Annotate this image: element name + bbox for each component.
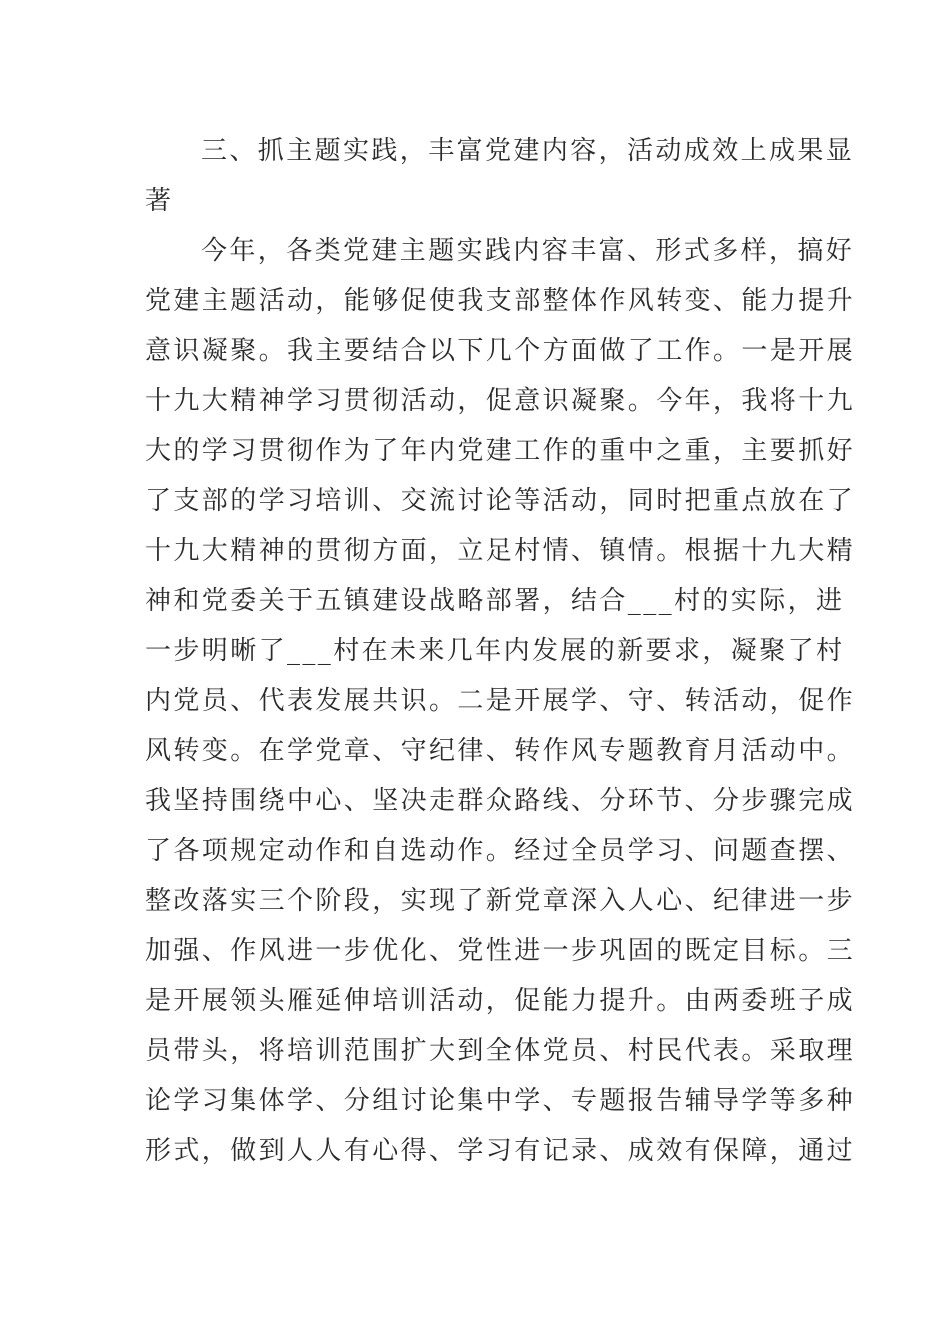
paragraph-line: 整改落实三个阶段，实现了新党章深入人心、纪律进一步 <box>145 886 856 916</box>
paragraph-line: 风转变。在学党章、守纪律、转作风专题教育月活动中。 <box>145 736 856 766</box>
paragraph-line: 了各项规定动作和自选动作。经过全员学习、问题查摆、 <box>145 836 856 866</box>
paragraph-line: 是开展领头雁延伸培训活动，促能力提升。由两委班子成 <box>145 986 856 1016</box>
paragraph-line: 员带头，将培训范围扩大到全体党员、村民代表。采取理 <box>145 1036 856 1066</box>
paragraph-line: 党建主题活动，能够促使我支部整体作风转变、能力提升 <box>145 286 856 316</box>
paragraph-line: 一步明晰了___村在未来几年内发展的新要求，凝聚了村 <box>145 636 845 666</box>
paragraph-line: 今年，各类党建主题实践内容丰富、形式多样，搞好 <box>201 236 855 266</box>
paragraph-line: 十九大精神学习贯彻活动，促意识凝聚。今年，我将十九 <box>145 386 856 416</box>
paragraph-line: 大的学习贯彻作为了年内党建工作的重中之重，主要抓好 <box>145 436 856 466</box>
paragraph-line: 论学习集体学、分组讨论集中学、专题报告辅导学等多种 <box>145 1086 856 1116</box>
paragraph-line: 内党员、代表发展共识。二是开展学、守、转活动，促作 <box>145 686 856 716</box>
paragraph-line: 我坚持围绕中心、坚决走群众路线、分环节、分步骤完成 <box>145 786 856 816</box>
paragraph-line: 了支部的学习培训、交流讨论等活动，同时把重点放在了 <box>145 486 856 516</box>
section-heading-line-1: 三、抓主题实践，丰富党建内容，活动成效上成果显 <box>201 136 855 166</box>
paragraph-line: 十九大精神的贯彻方面，立足村情、镇情。根据十九大精 <box>145 536 856 566</box>
paragraph-line: 形式，做到人人有心得、学习有记录、成效有保障，通过 <box>145 1136 856 1166</box>
paragraph-line: 神和党委关于五镇建设战略部署，结合___村的实际，进 <box>145 586 845 616</box>
section-heading-line-2: 著 <box>145 186 174 216</box>
paragraph-line: 加强、作风进一步优化、党性进一步巩固的既定目标。三 <box>145 936 856 966</box>
document-body <box>145 126 856 1176</box>
paragraph-line: 意识凝聚。我主要结合以下几个方面做了工作。一是开展 <box>145 336 856 366</box>
